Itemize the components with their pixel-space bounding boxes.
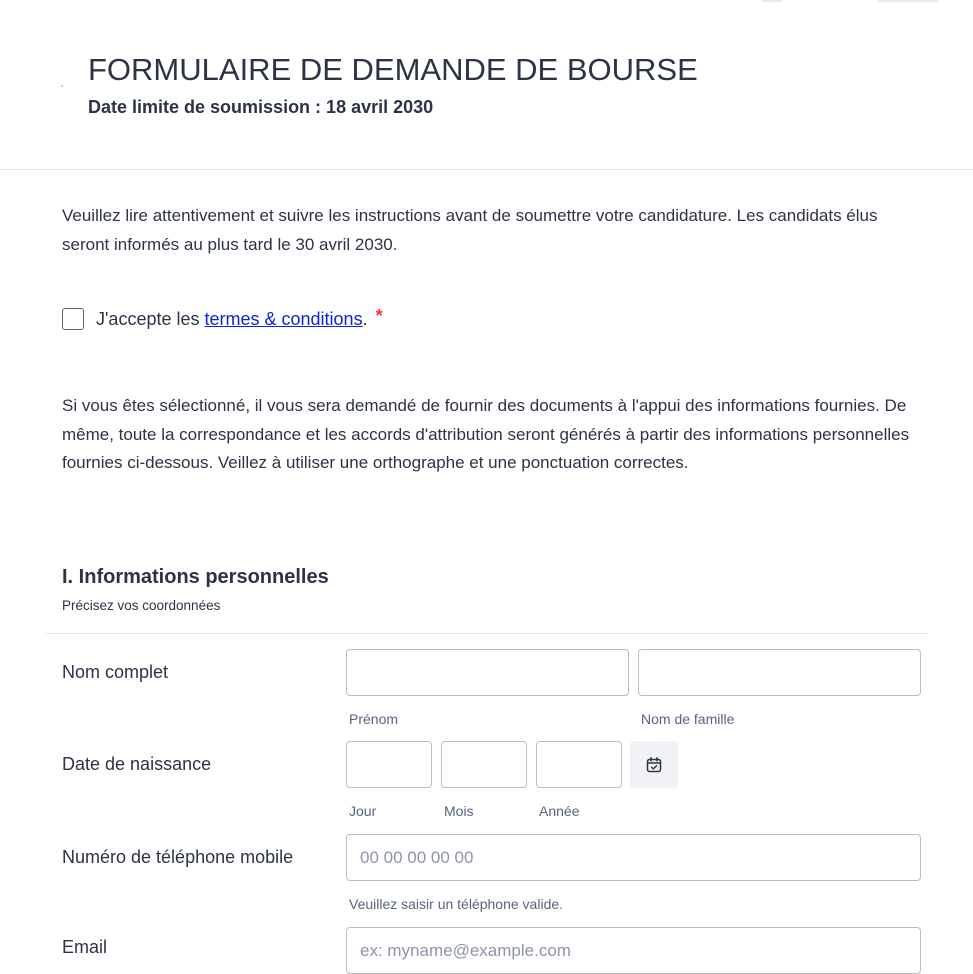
terms-prefix: J'accepte les: [96, 308, 205, 329]
first-name-sublabel: Prénom: [349, 711, 399, 727]
page-subtitle: Date limite de soumission : 18 avril 2030: [88, 97, 434, 117]
birth-month-input[interactable]: [441, 741, 527, 788]
date-picker-button[interactable]: [630, 741, 678, 788]
birth-month-sublabel: Mois: [444, 803, 474, 819]
birth-year-input[interactable]: [536, 741, 622, 788]
section-subtitle: Précisez vos coordonnées: [62, 598, 221, 613]
page-title: FORMULAIRE DE DEMANDE DE BOURSE: [88, 52, 698, 87]
phone-sublabel: Veuillez saisir un téléphone valide.: [349, 896, 564, 912]
birth-day-sublabel: Jour: [349, 803, 377, 819]
email-input[interactable]: [346, 927, 921, 974]
birth-year-sublabel: Année: [539, 803, 580, 819]
calendar-icon: [645, 756, 663, 774]
last-name-sublabel: Nom de famille: [641, 711, 735, 727]
email-label: Email: [62, 937, 108, 957]
intro-paragraph: Veuillez lire attentivement et suivre les instructions avant de soumettre votre candidature. Les candidats élus seront informés au plus tard le 30 avril 2030.: [62, 206, 878, 254]
top-edge-mark: [878, 0, 938, 2]
top-edge-mark: [762, 0, 782, 2]
full-name-label: Nom complet: [62, 662, 169, 682]
required-mark: *: [375, 305, 383, 326]
terms-link[interactable]: termes & conditions: [204, 308, 363, 329]
phone-input[interactable]: [346, 834, 921, 881]
terms-checkbox[interactable]: [62, 308, 84, 330]
header-logo-placeholder: [61, 85, 63, 87]
first-name-input[interactable]: [346, 649, 629, 696]
birth-day-input[interactable]: [346, 741, 432, 788]
phone-label: Numéro de téléphone mobile: [62, 847, 294, 867]
last-name-input[interactable]: [638, 649, 921, 696]
section-divider: [45, 633, 927, 634]
terms-suffix: .: [362, 308, 368, 329]
info-paragraph: Si vous êtes sélectionné, il vous sera demandé de fournir des documents à l'appui des informations fournies. De même, toute la correspondance et les accords d'attribution seront générés à partir des informations personnelles fournies ci-dessous. Veillez à utiliser une orthographe et une ponctuation correctes.: [62, 396, 910, 472]
section-title: I. Informations personnelles: [62, 566, 329, 588]
form-header: [0, 0, 973, 170]
terms-row: [62, 304, 383, 334]
birth-date-label: Date de naissance: [62, 754, 212, 774]
